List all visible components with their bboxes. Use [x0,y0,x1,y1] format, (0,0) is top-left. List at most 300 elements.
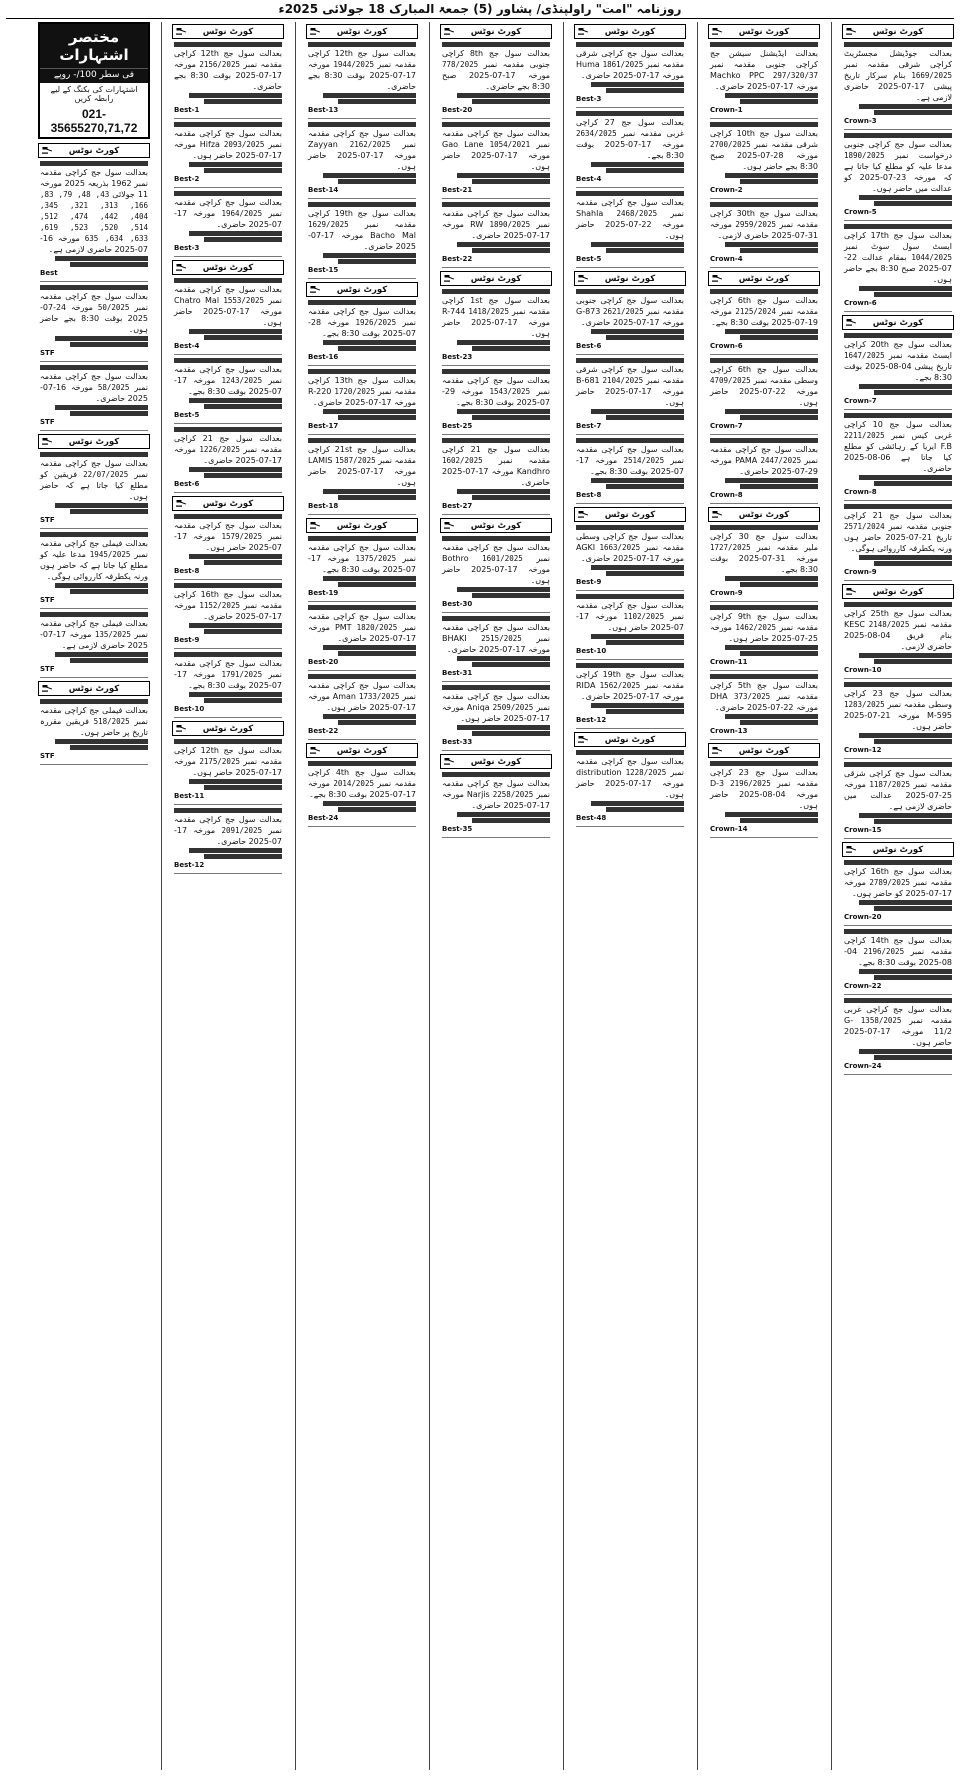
notice-text-bar [710,122,818,127]
notice-tail: مورخہ 25-07-2025 عدالت میں حاضری لازمی ہے۔ [844,780,952,811]
gavel-icon [846,27,857,35]
court-notice-header [38,434,150,449]
notice-column [574,22,686,1770]
notice-text-bar [576,525,684,530]
notice-text-bar [710,358,818,363]
notice-text: بعدالت سول جج 10th کراچی شرقی مقدمہ نمبر [710,129,818,149]
notice-case-number: 2959/2025 [735,220,776,229]
notice-tag: Crown-8 [710,491,743,499]
court-notice [576,289,684,355]
notice-text-bar [338,179,416,184]
notice-text: بعدالت سول جج 19th کراچی مقدمہ نمبر [576,670,684,690]
notice-text-bar [204,698,282,703]
notice-text-bar [70,589,148,594]
notice-case-number: 2093/2025 [223,140,265,149]
notice-text-bar [874,110,952,115]
notice-text-bar [55,256,148,261]
court-notice-header-label: کورٹ نوٹس [738,745,790,756]
court-notice-header [708,24,820,39]
notice-text: بعدالت سول جج 4th کراچی مقدمہ نمبر [308,768,417,788]
notice-text-bar [174,42,282,47]
notice-text-bar [472,593,550,598]
court-notice [576,663,684,729]
notice-case-number: 1226/2025 [199,445,240,454]
notice-text: بعدالت سول جج 14th کراچی مقدمہ نمبر [844,936,953,956]
notice-tail: Huma مورخہ 17-07-2025 حاضری۔ [576,60,684,80]
notice-text-bar [308,122,416,127]
notice-text-bar [338,259,416,264]
notice-text-bar [40,452,148,457]
classified-ads-box [38,22,150,139]
gavel-icon [712,27,723,35]
notice-text-bar [576,663,684,668]
notice-text: بعدالت فیملی جج کراچی مقدمہ نمبر [40,619,148,639]
notice-text: بعدالت سول جج 20th کراچی ایسٹ مقدمہ نمبر [844,340,952,360]
notice-text-bar [204,854,282,859]
notice-text-bar [442,202,550,207]
notice-text-bar [710,289,818,294]
court-notice [40,452,148,529]
court-notice [308,202,416,279]
notice-text-bar [442,438,550,443]
notice-tag: STF [40,665,55,673]
notice-text-bar [710,202,818,207]
court-notice-header [38,681,150,696]
gavel-icon [176,499,187,507]
notice-tag: Best-20 [308,658,339,666]
notice-text-bar [606,709,684,714]
court-notice [710,42,818,119]
notice-text-bar [874,1055,952,1060]
notice-tail: مورخہ 17-07-2025 حاضری۔ [174,601,282,621]
court-notice-header-label: کورٹ نوٹس [470,756,522,767]
notice-text: بعدالت سول جج 17th کراچی ایسٹ سول سوٹ نمبر [844,231,952,251]
notice-text-bar [174,191,282,196]
notice-text: بعدالت سول جج کراچی مقدمہ نمبر [40,372,148,392]
notice-tail: KESC بنام فریق 04-08-2025 حاضری لازمی۔ [844,620,952,651]
court-notice-header-label: کورٹ نوٹس [604,509,656,520]
court-notice [844,929,952,995]
notice-tag: Crown-15 [844,826,882,834]
notice-text-bar [338,415,416,420]
court-notice-header-label: کورٹ نوٹس [470,26,522,37]
notice-text-bar [844,42,952,47]
notice-tag: Crown-3 [844,117,877,125]
court-notice-header-label: کورٹ نوٹس [68,436,120,447]
notice-text-bar [844,602,952,607]
notice-tag: Crown-6 [710,342,743,350]
notice-text-bar [472,248,550,253]
notice-tag: Crown-14 [710,825,748,833]
court-notice [308,122,416,199]
notice-text-bar [576,42,684,47]
notice-column [842,22,954,1770]
notice-text-bar [725,329,818,334]
notice-text-bar [844,224,952,229]
notice-text-bar [606,415,684,420]
court-notice-header-label: کورٹ نوٹس [336,520,388,531]
notice-text-bar [338,99,416,104]
notice-tag: Best-9 [174,636,200,644]
notice-text-bar [844,762,952,767]
notice-tag: Best-48 [576,814,607,822]
notice-tail: Bothro مورخہ 17-07-2025 حاضر ہوں۔ [442,554,550,585]
notice-text-bar [472,99,550,104]
notice-text: بعدالت سول جج 16th کراچی مقدمہ نمبر [844,867,953,887]
notice-tag: Best-1 [174,106,200,114]
notice-text-bar [725,576,818,581]
notice-text-bar [725,812,818,817]
court-notice-header [172,496,284,511]
notice-text-bar [189,398,282,403]
notice-tail: مورخہ 17-07-2025 بوقت 8:30 بجے حاضری۔ [308,60,416,91]
notice-text-bar [591,329,684,334]
notice-tag: Best-11 [174,792,205,800]
court-notice [308,42,416,119]
notice-case-number: 1228/2025 [625,768,667,777]
notice-text-bar [174,583,282,588]
court-notice-header [306,743,418,758]
notice-tail: فریقین کو مطلع کیا جاتا ہے کہ حاضر ہوں۔ [40,470,148,501]
notice-text: بعدالت سول جج 27 کراچی غربی مقدمہ نمبر [576,118,685,138]
notice-text-bar [859,475,952,480]
notice-text: بعدالت فیملی جج کراچی مقدمہ نمبر [40,539,148,559]
notice-case-number: 1926/2025 [355,318,397,327]
notice-case-number: 1629/2025 [308,220,349,229]
notice-tail: LAMIS مورخہ 17-07-2025 حاضر ہوں۔ [308,456,416,487]
court-notice-header [842,315,954,330]
court-notice-header [574,732,686,747]
notice-text: بعدالت سول جج کراچی مقدمہ نمبر [174,129,283,149]
notice-text: بعدالت جوڈیشل مجسٹریٹ کراچی شرقی مقدمہ نمبر [844,49,952,69]
notice-text-bar [55,739,148,744]
notice-text-bar [457,489,550,494]
notice-text: بعدالت سول جج کراچی مقدمہ نمبر [174,198,283,218]
notice-text-bar [323,714,416,719]
notice-text-bar [844,860,952,865]
court-notice [40,161,148,282]
notice-text-bar [189,779,282,784]
notice-text: بعدالت سول جج 12th کراچی مقدمہ نمبر [308,49,417,69]
court-notice [308,761,416,827]
notice-case-number: 2700/2025 [710,140,751,149]
notice-text: بعدالت سول جج 25th کراچی مقدمہ نمبر [844,609,952,629]
notice-case-number: 22/07/2025 [83,470,129,479]
notice-tag: Best-24 [308,814,339,822]
notice-text-bar [204,785,282,790]
gavel-icon [712,746,723,754]
court-notice [844,333,952,410]
court-notice [174,358,282,424]
notice-text-bar [472,731,550,736]
notice-text: بعدالت سول جج کراچی وسطی مقدمہ نمبر [576,532,684,552]
notice-text-bar [338,582,416,587]
gavel-icon [712,274,723,282]
notice-text-bar [308,42,416,47]
notice-text: بعدالت سول جج 21 کراچی جنوبی مقدمہ نمبر [844,511,953,531]
court-notice [174,42,282,119]
notice-case-number: 135/2025 [94,630,131,639]
notice-tail: PMT مورخہ 17-07-2025 حاضری۔ [308,623,416,643]
notice-text-bar [859,286,952,291]
notice-text-bar [70,509,148,514]
notice-tag: Crown-8 [844,488,877,496]
notice-text-bar [472,346,550,351]
court-notice [174,514,282,580]
notice-text-bar [323,253,416,258]
notice-tail: 04-08-2025 بوقت 8:30 بجے۔ [844,947,952,967]
notice-text-bar [174,514,282,519]
notice-tag: Best-21 [442,186,473,194]
notice-tail: مورخہ 19-07-2025 بوقت 8:30 بجے۔ [710,307,818,327]
court-notice [576,525,684,591]
notice-text-bar [457,409,550,414]
notice-tail: Chatro Mal مورخہ 17-07-2025 حاضر ہوں۔ [174,296,282,327]
notice-tag: Crown-7 [710,422,743,430]
notice-tag: Best-12 [576,716,607,724]
notice-text-bar [606,88,684,93]
notice-tail: مورخہ 25-07-2025 حاضر ہوں۔ [710,623,818,643]
court-notice-header-label: کورٹ نوٹس [68,683,120,694]
notice-tail: Aman مورخہ 17-07-2025 حاضر ہوں۔ [308,692,416,712]
notice-text-bar [874,481,952,486]
notice-tag: Best-13 [308,106,339,114]
notice-text-bar [338,346,416,351]
notice-case-number: 1663/2025 [599,543,641,552]
gavel-icon [444,27,455,35]
notice-text-bar [442,289,550,294]
court-notice [308,605,416,671]
gavel-icon [176,27,187,35]
notice-text-bar [189,467,282,472]
notice-text-bar [308,438,416,443]
court-notice-header [708,507,820,522]
notice-case-number: 2014/2025 [333,779,374,788]
court-notice-header-label: کورٹ نوٹس [202,262,254,273]
notice-text-bar [174,358,282,363]
notice-tag: Best-3 [174,244,200,252]
court-notice-header [842,24,954,39]
notice-case-number: 1944/2025 [333,60,374,69]
notice-tail: BHAKI مورخہ 17-07-2025 حاضری۔ [442,634,550,654]
notice-text-bar [591,409,684,414]
notice-text-bar [189,93,282,98]
notice-text-bar [40,285,148,290]
notice-text: بعدالت سول جج کراچی غربی مقدمہ نمبر [844,1005,953,1025]
notice-text-bar [70,658,148,663]
notice-tag: Best-8 [174,567,200,575]
court-notice [844,998,952,1075]
notice-text-bar [874,390,952,395]
court-notice [576,42,684,108]
notice-case-number: 58/2025 [97,383,130,392]
notice-case-number: 1945/2025 [89,550,131,559]
notice-text: بعدالت سول جج کراچی مقدمہ نمبر [174,815,283,835]
notice-text-bar [457,173,550,178]
notice-tail: B-681 مورخہ 17-07-2025 حاضر ہوں۔ [576,376,684,407]
notice-text-bar [472,179,550,184]
notice-text-bar [874,739,952,744]
notice-text-bar [323,93,416,98]
court-notice [174,739,282,805]
notice-text-bar [859,653,952,658]
notice-case-number: 43, 48, 79, 83, 166, 313, 321, 345, 404, 442, 474, 512, 514, 520, 523, 619, 633, 634, 635 [40,190,149,243]
notice-text-bar [591,634,684,639]
notice-text-bar [859,384,952,389]
notice-text: بعدالت سول جج کراچی مقدمہ نمبر [308,681,417,701]
notice-text-bar [442,536,550,541]
court-notice [174,278,282,355]
notice-text-bar [725,478,818,483]
notice-text-bar [55,405,148,410]
notice-text-bar [725,409,818,414]
court-notice [308,674,416,740]
notice-case-number: 1152/2025 [199,601,240,610]
notice-case-number: 1283/2025 [844,700,885,709]
notice-text-bar [740,818,818,823]
notice-tag: Best-7 [576,422,602,430]
notice-tail: مورخہ 24-07-2025 بوقت 8:30 بجے حاضر ہوں۔ [40,303,148,334]
court-notice-header-label: کورٹ نوٹس [202,26,254,37]
gavel-icon [578,510,589,518]
notice-text-bar [576,594,684,599]
court-notice [844,133,952,221]
notice-tag: Best-22 [308,727,339,735]
notice-case-number: 2091/2025 [221,826,263,835]
notice-case-number: 1187/2025 [869,780,910,789]
notice-text-bar [442,122,550,127]
classified-ads-booking: اشتہارات کی بکنگ کے لیے رابطہ کریں [50,85,138,103]
notice-text-bar [308,369,416,374]
notice-text: بعدالت سول جج کراچی مقدمہ نمبر [174,285,282,305]
column-separator [831,22,832,1770]
notice-case-number: 1727/2025 [710,543,751,552]
notice-column [172,22,284,1770]
notice-text-bar [204,473,282,478]
notice-tag: Best [40,269,58,277]
notice-tag: Crown-5 [844,208,877,216]
notice-text-bar [725,714,818,719]
notice-case-number: 1375/2025 [355,554,397,563]
notice-text-bar [40,365,148,370]
notice-tail: مورخہ 17-07-2025 بوقت 8:30 بجے۔ [308,779,416,799]
notice-text-bar [859,195,952,200]
notice-case-number: 1791/2025 [221,670,263,679]
notice-text-bar [55,583,148,588]
notice-text-bar [874,906,952,911]
court-notice-header [172,721,284,736]
notice-case-number: 1102/2025 [623,612,665,621]
gavel-icon [846,587,857,595]
notice-text-bar [859,733,952,738]
notice-text: بعدالت سول جج کراچی مقدمہ نمبر [308,543,417,563]
notice-text-bar [874,975,952,980]
court-notice-header [440,271,552,286]
court-notice [710,358,818,435]
notice-text-bar [70,745,148,750]
notice-case-number: 297/320/37 [772,71,818,80]
column-separator [429,22,430,1770]
notice-text-bar [740,720,818,725]
notice-text: بعدالت سول جج 9th کراچی مقدمہ نمبر [710,612,819,632]
notice-tag: Crown-10 [844,666,882,674]
notice-tail: D-3 مورخہ 04-08-2025 حاضر ہوں۔ [710,779,818,810]
notice-text-bar [457,93,550,98]
court-notice-header [574,507,686,522]
notice-tail: Gao Lane مورخہ 17-07-2025 حاضر ہوں۔ [442,140,550,171]
notice-case-number: 2514/2025 [623,456,665,465]
notice-tag: Best-4 [174,342,200,350]
notice-text-bar [844,998,952,1003]
court-notice-header-label: کورٹ نوٹس [738,26,790,37]
notice-tail: مورخہ 17-07-2025 کو حاضر ہوں۔ [844,878,952,898]
notice-case-number: 518/2025 [93,717,130,726]
court-notice [442,616,550,682]
notice-text-bar [591,242,684,247]
court-notice [576,111,684,188]
court-notice [844,224,952,312]
notice-text-bar [740,415,818,420]
notice-tag: Best-23 [442,353,473,361]
court-notice-header-label: کورٹ نوٹس [604,273,656,284]
notice-text-bar [55,652,148,657]
masthead: روزنامہ "امت" راولپنڈی/ پشاور (5) جمعۃ المبارک 18 جولائی 2025ء [278,2,682,16]
notice-tail: مورخہ 16-07-2025 حاضری لازمی ہے۔ [40,234,148,254]
notice-text-bar [844,133,952,138]
gavel-icon [176,724,187,732]
notice-text-bar [591,82,684,87]
masthead-rule [6,18,954,19]
notice-tag: Best-17 [308,422,339,430]
court-notice-header [440,24,552,39]
notice-text-bar [725,645,818,650]
court-notice [174,191,282,257]
gavel-icon [578,274,589,282]
notice-tag: Best-15 [308,266,339,274]
notice-tail: AGKI مورخہ 17-07-2025 حاضری۔ [576,543,684,563]
classified-ads-phone: 021-35655270,71,72 [50,107,138,135]
notice-text-bar [740,582,818,587]
notice-text-bar [844,333,952,338]
notice-text-bar [725,173,818,178]
notice-tag: Best-8 [576,491,602,499]
column-separator [563,22,564,1770]
notice-text: بعدالت سول جج کراچی مقدمہ نمبر [442,129,550,149]
notice-tag: Best-19 [308,589,339,597]
notice-text: بعدالت سول جج 13th کراچی مقدمہ نمبر [308,376,417,396]
notice-tag: STF [40,516,55,524]
notice-text-bar [457,725,550,730]
notice-case-number: 1358/2025 [860,1016,902,1025]
notice-text-bar [189,231,282,236]
notice-text-bar [308,300,416,305]
notice-text-bar [204,99,282,104]
notice-tail: مورخہ 17-07-2025 حاضری۔ [174,209,282,229]
notice-column [38,22,150,1770]
notice-text: بعدالت سول جج کراچی مقدمہ نمبر 1962 بذریعہ 2025 مورخہ 11 جولائی [40,168,149,199]
court-notice-header-label: کورٹ نوٹس [738,509,790,520]
notice-text-bar [740,484,818,489]
notice-text-bar [725,93,818,98]
notice-text-bar [740,248,818,253]
notice-text: بعدالت سول جج 30th کراچی مقدمہ نمبر [710,209,819,229]
court-notice-header-label: کورٹ نوٹس [738,273,790,284]
notice-text-bar [308,202,416,207]
notice-text-bar [338,651,416,656]
gavel-icon [578,735,589,743]
notice-tail: فریقین مقررہ تاریخ پر حاضر ہوں۔ [40,717,148,737]
notice-text-bar [710,674,818,679]
